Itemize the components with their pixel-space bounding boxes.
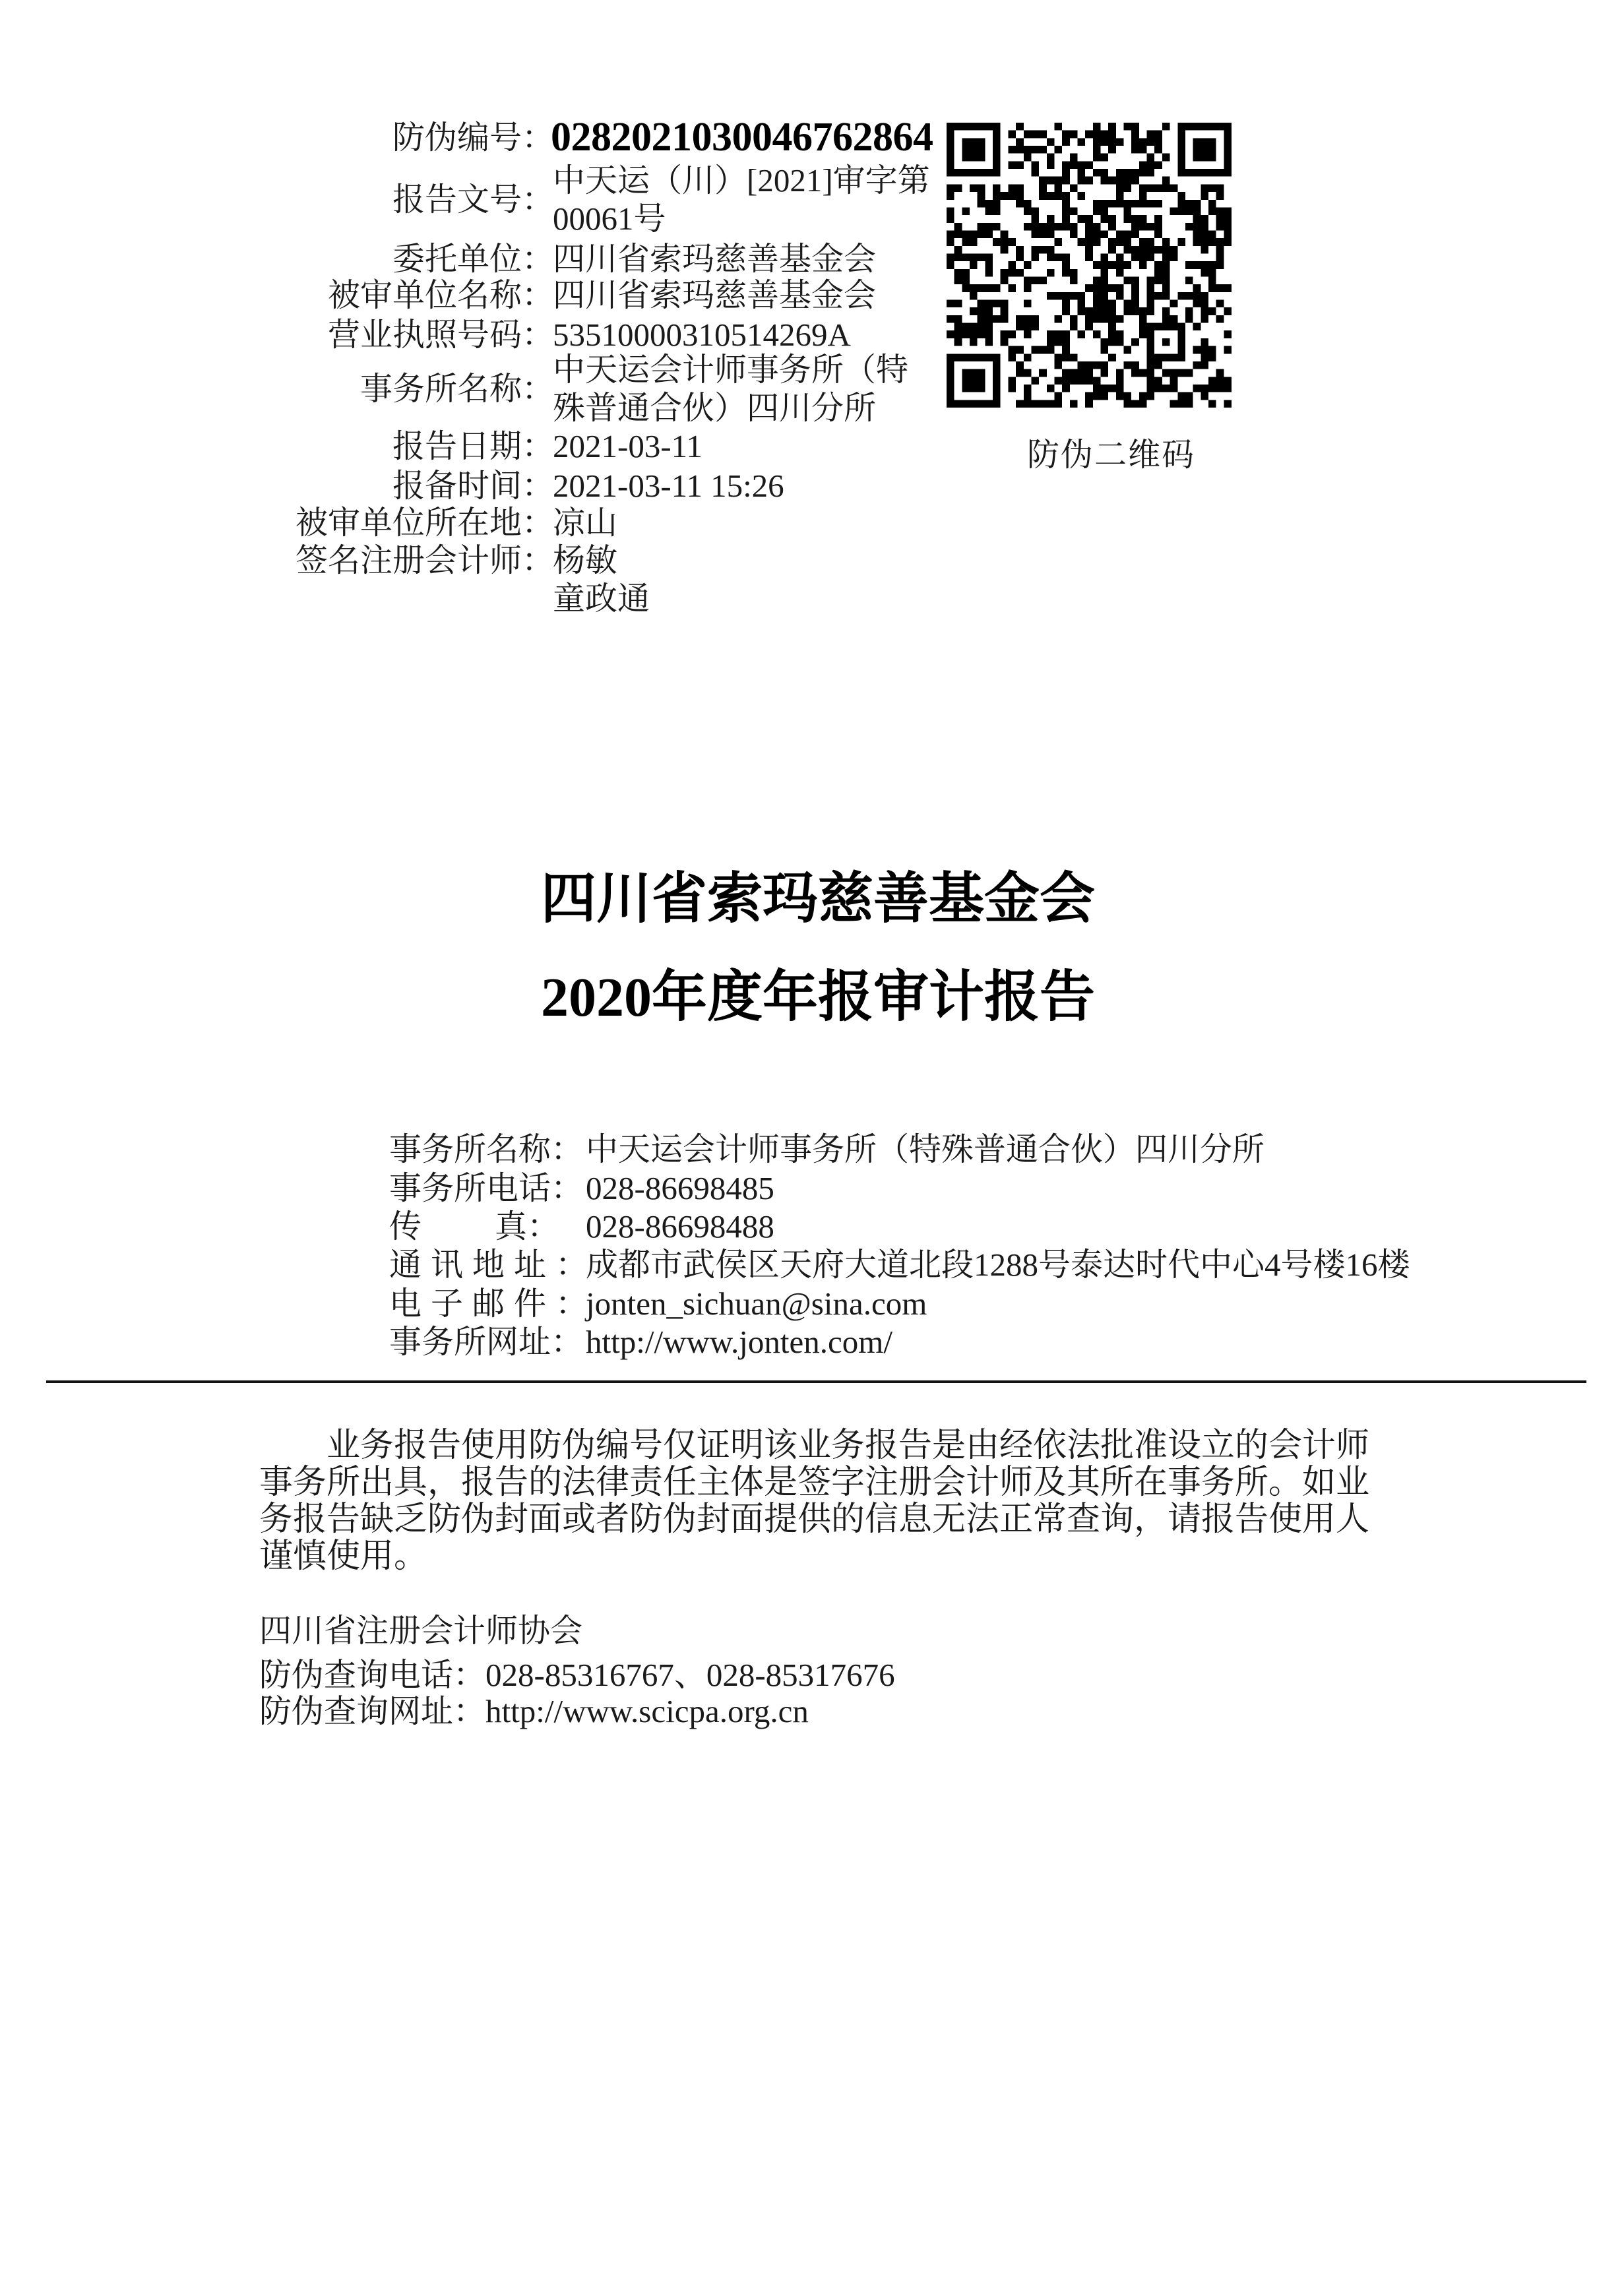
report-date-value: 2021-03-11 <box>553 428 703 464</box>
firm-info-label-website: 事务所网址： <box>389 1324 584 1360</box>
client-value: 四川省索玛慈善基金会 <box>553 241 877 277</box>
client-label: 委托单位： <box>392 241 554 277</box>
association-phone <box>259 1655 895 1695</box>
divider-rule <box>46 1380 1586 1383</box>
firm-info-value-email[interactable]: jonten_sichuan@sina.com <box>586 1285 927 1322</box>
firm-info-value-phone: 028-86698485 <box>586 1170 774 1206</box>
report-no-label: 报告文号： <box>392 181 554 218</box>
qr-caption: 防伪二维码 <box>1027 437 1196 473</box>
firm-info-label-email: 电子邮件： <box>389 1285 598 1322</box>
qr-code-graphic <box>947 121 1232 409</box>
association-phone-value: 028-85316767、028-85317676 <box>485 1657 895 1693</box>
firm-name-value-line1: 中天运会计师事务所（特 <box>553 352 909 388</box>
report-title-line1: 四川省索玛慈善基金会 <box>540 869 1095 930</box>
signing-cpa-2: 童政通 <box>553 580 650 617</box>
entity-location-label: 被审单位所在地： <box>295 505 554 541</box>
notice-section <box>259 1427 1381 1575</box>
anti-counterfeit-no-label: 防伪编号： <box>392 119 554 156</box>
association-name: 四川省注册会计师协会 <box>259 1613 583 1649</box>
anti-counterfeit-no-value: 0282021030046762864 <box>551 115 933 160</box>
firm-info-label-address: 通讯地址： <box>389 1247 598 1283</box>
report-title-line2: 2020年度年报审计报告 <box>540 967 1095 1028</box>
signing-cpas-label: 签名注册会计师： <box>295 542 554 578</box>
report-date-label: 报告日期： <box>392 428 554 464</box>
firm-info-label-phone: 事务所电话： <box>389 1170 584 1206</box>
qr-code-icon <box>947 121 1232 409</box>
entity-location-value: 凉山 <box>553 505 618 541</box>
firm-info-label-fax <box>389 1208 559 1246</box>
audited-entity-value: 四川省索玛慈善基金会 <box>553 277 877 313</box>
report-no-value-line1: 中天运（川）[2021]审字第 <box>553 162 930 199</box>
fax-label-rest: 真： <box>494 1208 559 1245</box>
firm-info-value-website[interactable]: http://www.jonten.com/ <box>586 1324 892 1360</box>
association-phone-label: 防伪查询电话： <box>259 1657 486 1693</box>
license-no-label: 营业执照号码： <box>327 317 554 353</box>
association-website-label: 防伪查询网址： <box>259 1693 486 1729</box>
filing-time-value: 2021-03-11 15:26 <box>553 468 784 504</box>
firm-info-label-name: 事务所名称： <box>389 1131 584 1167</box>
firm-name-label: 事务所名称： <box>359 371 554 407</box>
license-no-value: 53510000310514269A <box>553 317 851 353</box>
report-no-value-line2: 00061号 <box>553 201 666 237</box>
firm-name-value-line2: 殊普通合伙）四川分所 <box>553 390 877 426</box>
firm-info-value-name: 中天运会计师事务所（特殊普通合伙）四川分所 <box>586 1131 1265 1167</box>
signing-cpa-1: 杨敏 <box>553 542 618 578</box>
notice-paragraph: 业务报告使用防伪编号仅证明该业务报告是由经依法批准设立的会计师事务所出具，报告的法律责任主体是签字注册会计师及其所在事务所。如业务报告缺乏防伪封面或者防伪封面提供的信息无法正常查询，请报告使用人谨慎使用。 <box>259 1427 1370 1575</box>
fax-label-char1: 传 <box>389 1208 422 1245</box>
association-website-value[interactable]: http://www.scicpa.org.cn <box>485 1693 809 1729</box>
filing-time-label: 报备时间： <box>392 468 554 504</box>
firm-info-value-fax: 028-86698488 <box>586 1208 774 1245</box>
firm-info-value-address: 成都市武侯区天府大道北段1288号泰达时代中心4号楼16楼 <box>586 1247 1410 1283</box>
audited-entity-label: 被审单位名称： <box>327 277 554 313</box>
association-website <box>259 1692 809 1731</box>
